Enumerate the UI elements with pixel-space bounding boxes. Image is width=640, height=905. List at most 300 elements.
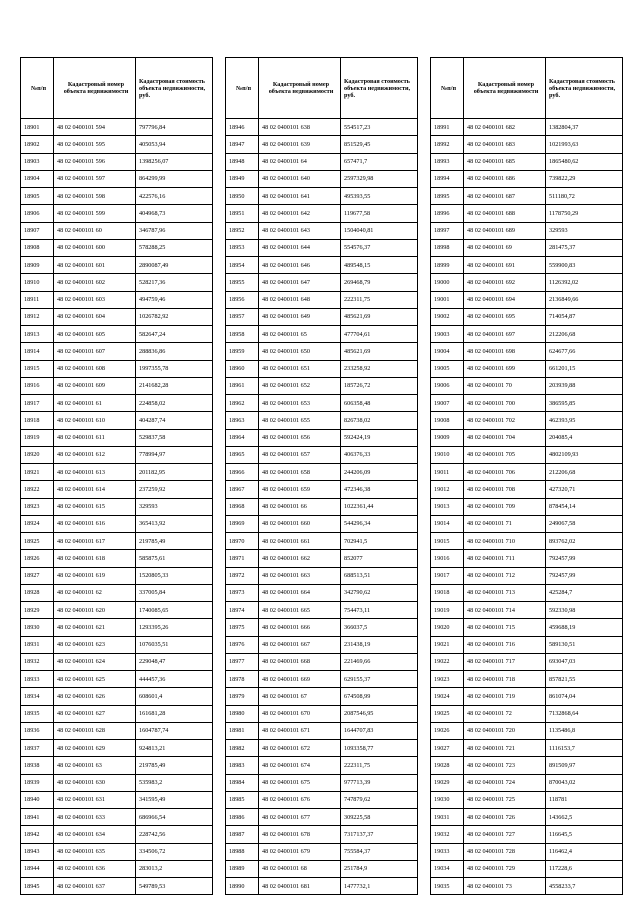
cadastral-number: 48 02 0400101 683 (464, 136, 546, 153)
cadastral-value: 222311,75 (341, 757, 418, 774)
row-number: 18967 (226, 481, 259, 498)
row-number: 19016 (431, 550, 464, 567)
row-number: 18909 (21, 257, 54, 274)
cadastral-value: 116645,5 (546, 826, 623, 843)
cadastral-number: 48 02 0400101 718 (464, 671, 546, 688)
cadastral-value: 201182,95 (136, 464, 213, 481)
cadastral-number: 48 02 0400101 651 (259, 360, 341, 377)
row-number: 19007 (431, 395, 464, 412)
row-number: 18934 (21, 688, 54, 705)
cadastral-value: 337005,84 (136, 584, 213, 601)
row-number: 19019 (431, 602, 464, 619)
table-row (226, 550, 418, 567)
table-row (431, 395, 623, 412)
table-row (431, 446, 623, 463)
cadastral-value: 535983,2 (136, 774, 213, 791)
table-row (226, 170, 418, 187)
table-row (21, 774, 213, 791)
cadastral-number: 48 02 0400101 72 (464, 705, 546, 722)
cadastral-number: 48 02 0400101 64 (259, 153, 341, 170)
cadastral-value: 4802109,93 (546, 446, 623, 463)
cadastral-value: 893762,02 (546, 533, 623, 550)
cadastral-value: 624677,66 (546, 343, 623, 360)
table-row (226, 205, 418, 222)
cadastral-number: 48 02 0400101 667 (259, 636, 341, 653)
table-row (21, 119, 213, 136)
cadastral-value: 495393,55 (341, 188, 418, 205)
cadastral-number: 48 02 0400101 69 (464, 239, 546, 256)
cadastral-value: 661201,15 (546, 360, 623, 377)
row-number: 18945 (21, 878, 54, 895)
row-number: 18984 (226, 774, 259, 791)
cadastral-value: 2136849,66 (546, 291, 623, 308)
row-number: 18902 (21, 136, 54, 153)
table-header-row (226, 58, 418, 119)
table-row (226, 533, 418, 550)
row-number: 18933 (21, 671, 54, 688)
cadastral-number: 48 02 0400101 721 (464, 740, 546, 757)
row-number: 19031 (431, 809, 464, 826)
cadastral-number: 48 02 0400101 717 (464, 653, 546, 670)
cadastral-value: 1520805,33 (136, 567, 213, 584)
cadastral-value: 231438,19 (341, 636, 418, 653)
table-row (226, 153, 418, 170)
row-number: 18908 (21, 239, 54, 256)
cadastral-number: 48 02 0400101 663 (259, 567, 341, 584)
header-num: №п/п (21, 58, 54, 119)
cadastral-value: 1398256,07 (136, 153, 213, 170)
cadastral-value: 1178750,29 (546, 205, 623, 222)
cadastral-value: 485621,69 (341, 308, 418, 325)
cadastral-number: 48 02 0400101 68 (259, 860, 341, 877)
cadastral-value: 366037,5 (341, 619, 418, 636)
table-row (431, 791, 623, 808)
cadastral-number: 48 02 0400101 666 (259, 619, 341, 636)
table-row (21, 326, 213, 343)
row-number: 18919 (21, 429, 54, 446)
table-row (21, 170, 213, 187)
table-row (21, 688, 213, 705)
row-number: 18955 (226, 274, 259, 291)
cadastral-value: 494759,46 (136, 291, 213, 308)
table-row (21, 343, 213, 360)
table-row (431, 843, 623, 860)
table-row (431, 826, 623, 843)
row-number: 18958 (226, 326, 259, 343)
cadastral-number: 48 02 0400101 625 (54, 671, 136, 688)
table-row (21, 567, 213, 584)
row-number: 18977 (226, 653, 259, 670)
cadastral-number: 48 02 0400101 620 (54, 602, 136, 619)
row-number: 18942 (21, 826, 54, 843)
table-row (226, 239, 418, 256)
cadastral-value: 185726,72 (341, 377, 418, 394)
table-row (21, 860, 213, 877)
row-number: 19030 (431, 791, 464, 808)
row-number: 18969 (226, 515, 259, 532)
row-number: 19014 (431, 515, 464, 532)
row-number: 19004 (431, 343, 464, 360)
cadastral-value: 341595,49 (136, 791, 213, 808)
cadastral-value: 1644707,83 (341, 722, 418, 739)
table-row (431, 533, 623, 550)
row-number: 18965 (226, 446, 259, 463)
cadastral-table-3 (430, 57, 623, 895)
cadastral-value: 1504040,81 (341, 222, 418, 239)
cadastral-number: 48 02 0400101 648 (259, 291, 341, 308)
cadastral-value: 870043,02 (546, 774, 623, 791)
cadastral-number: 48 02 0400101 615 (54, 498, 136, 515)
cadastral-number: 48 02 0400101 702 (464, 412, 546, 429)
table-header-row (431, 58, 623, 119)
table-row (431, 636, 623, 653)
cadastral-number: 48 02 0400101 726 (464, 809, 546, 826)
cadastral-value: 229048,47 (136, 653, 213, 670)
cadastral-number: 48 02 0400101 647 (259, 274, 341, 291)
table-row (431, 136, 623, 153)
cadastral-value: 117228,6 (546, 860, 623, 877)
cadastral-value: 1021993,63 (546, 136, 623, 153)
table-row (21, 515, 213, 532)
table-row (21, 239, 213, 256)
cadastral-value: 739822,29 (546, 170, 623, 187)
cadastral-number: 48 02 0400101 688 (464, 205, 546, 222)
cadastral-number: 48 02 0400101 617 (54, 533, 136, 550)
table-row (431, 360, 623, 377)
table-row (431, 550, 623, 567)
table-row (21, 291, 213, 308)
table-row (226, 412, 418, 429)
cadastral-value: 7132868,64 (546, 705, 623, 722)
row-number: 19005 (431, 360, 464, 377)
cadastral-number: 48 02 0400101 674 (259, 757, 341, 774)
table-row (226, 791, 418, 808)
cadastral-number: 48 02 0400101 669 (259, 671, 341, 688)
table-row (431, 222, 623, 239)
cadastral-number: 48 02 0400101 676 (259, 791, 341, 808)
cadastral-number: 48 02 0400101 604 (54, 308, 136, 325)
row-number: 18995 (431, 188, 464, 205)
table-row (226, 515, 418, 532)
cadastral-value: 585875,61 (136, 550, 213, 567)
table-row (21, 136, 213, 153)
cadastral-number: 48 02 0400101 723 (464, 757, 546, 774)
row-number: 19001 (431, 291, 464, 308)
row-number: 18981 (226, 722, 259, 739)
row-number: 18930 (21, 619, 54, 636)
row-number: 18925 (21, 533, 54, 550)
cadastral-value: 714054,87 (546, 308, 623, 325)
cadastral-value: 891509,97 (546, 757, 623, 774)
row-number: 18957 (226, 308, 259, 325)
row-number: 18994 (431, 170, 464, 187)
row-number: 18928 (21, 584, 54, 601)
table-row (21, 153, 213, 170)
row-number: 18915 (21, 360, 54, 377)
cadastral-value: 778994,97 (136, 446, 213, 463)
cadastral-number: 48 02 0400101 713 (464, 584, 546, 601)
header-value: Кадастровая стоимость объекта недвижимости, руб. (546, 58, 623, 119)
cadastral-value: 365413,92 (136, 515, 213, 532)
table-row (226, 653, 418, 670)
row-number: 18974 (226, 602, 259, 619)
cadastral-value: 222311,75 (341, 291, 418, 308)
row-number: 18935 (21, 705, 54, 722)
table-row (431, 326, 623, 343)
table-row (226, 326, 418, 343)
table-row (21, 395, 213, 412)
table-row (21, 412, 213, 429)
cadastral-number: 48 02 0400101 665 (259, 602, 341, 619)
cadastral-value: 1026782,92 (136, 308, 213, 325)
cadastral-value: 582647,24 (136, 326, 213, 343)
cadastral-value: 161681,28 (136, 705, 213, 722)
cadastral-number: 48 02 0400101 613 (54, 464, 136, 481)
cadastral-value: 528217,36 (136, 274, 213, 291)
cadastral-number: 48 02 0400101 619 (54, 567, 136, 584)
table-row (226, 671, 418, 688)
row-number: 18978 (226, 671, 259, 688)
table-row (21, 377, 213, 394)
cadastral-number: 48 02 0400101 61 (54, 395, 136, 412)
table-row (226, 308, 418, 325)
row-number: 18993 (431, 153, 464, 170)
table-row (431, 722, 623, 739)
row-number: 18959 (226, 343, 259, 360)
row-number: 18938 (21, 757, 54, 774)
cadastral-number: 48 02 0400101 670 (259, 705, 341, 722)
cadastral-value: 342790,62 (341, 584, 418, 601)
cadastral-number: 48 02 0400101 626 (54, 688, 136, 705)
table-row (21, 791, 213, 808)
cadastral-number: 48 02 0400101 600 (54, 239, 136, 256)
cadastral-value: 826738,02 (341, 412, 418, 429)
table-row (431, 119, 623, 136)
cadastral-table-1 (20, 57, 213, 895)
table-row (21, 550, 213, 567)
cadastral-value: 549789,53 (136, 878, 213, 895)
cadastral-number: 48 02 0400101 712 (464, 567, 546, 584)
row-number: 18971 (226, 550, 259, 567)
row-number: 18963 (226, 412, 259, 429)
row-number: 18986 (226, 809, 259, 826)
cadastral-value: 422576,16 (136, 188, 213, 205)
row-number: 18966 (226, 464, 259, 481)
cadastral-value: 224858,02 (136, 395, 213, 412)
row-number: 19006 (431, 377, 464, 394)
cadastral-number: 48 02 0400101 621 (54, 619, 136, 636)
cadastral-number: 48 02 0400101 610 (54, 412, 136, 429)
cadastral-number: 48 02 0400101 612 (54, 446, 136, 463)
table-row (431, 584, 623, 601)
cadastral-value: 427320,71 (546, 481, 623, 498)
cadastral-number: 48 02 0400101 716 (464, 636, 546, 653)
table-row (21, 429, 213, 446)
row-number: 18956 (226, 291, 259, 308)
cadastral-number: 48 02 0400101 694 (464, 291, 546, 308)
cadastral-value: 529837,58 (136, 429, 213, 446)
cadastral-value: 329593 (136, 498, 213, 515)
table-row (226, 446, 418, 463)
cadastral-number: 48 02 0400101 641 (259, 188, 341, 205)
row-number: 19020 (431, 619, 464, 636)
table-row (226, 843, 418, 860)
table-row (226, 584, 418, 601)
table-row (21, 878, 213, 895)
row-number: 18941 (21, 809, 54, 826)
cadastral-value: 629155,37 (341, 671, 418, 688)
cadastral-value: 544296,34 (341, 515, 418, 532)
cadastral-value: 702941,5 (341, 533, 418, 550)
row-number: 18964 (226, 429, 259, 446)
cadastral-number: 48 02 0400101 685 (464, 153, 546, 170)
cadastral-number: 48 02 0400101 623 (54, 636, 136, 653)
cadastral-number: 48 02 0400101 598 (54, 188, 136, 205)
cadastral-number: 48 02 0400101 729 (464, 860, 546, 877)
row-number: 18999 (431, 257, 464, 274)
table-row (431, 205, 623, 222)
table-row (226, 119, 418, 136)
cadastral-number: 48 02 0400101 640 (259, 170, 341, 187)
table-row (431, 188, 623, 205)
table-row (226, 757, 418, 774)
cadastral-value: 219785,49 (136, 533, 213, 550)
cadastral-value: 119677,58 (341, 205, 418, 222)
cadastral-number: 48 02 0400101 73 (464, 878, 546, 895)
table-row (226, 274, 418, 291)
table-row (431, 308, 623, 325)
row-number: 18912 (21, 308, 54, 325)
table-row (226, 464, 418, 481)
row-number: 18975 (226, 619, 259, 636)
row-number: 19021 (431, 636, 464, 653)
cadastral-value: 578288,25 (136, 239, 213, 256)
table-row (226, 722, 418, 739)
cadastral-number: 48 02 0400101 602 (54, 274, 136, 291)
table-row (431, 757, 623, 774)
cadastral-value: 864299,99 (136, 170, 213, 187)
cadastral-number: 48 02 0400101 71 (464, 515, 546, 532)
cadastral-number: 48 02 0400101 700 (464, 395, 546, 412)
row-number: 18979 (226, 688, 259, 705)
cadastral-value: 2597329,98 (341, 170, 418, 187)
row-number: 18943 (21, 843, 54, 860)
table-row (431, 774, 623, 791)
row-number: 19033 (431, 843, 464, 860)
cadastral-value: 878454,14 (546, 498, 623, 515)
row-number: 18947 (226, 136, 259, 153)
cadastral-number: 48 02 0400101 695 (464, 308, 546, 325)
cadastral-number: 48 02 0400101 671 (259, 722, 341, 739)
cadastral-value: 281475,37 (546, 239, 623, 256)
cadastral-value: 792457,99 (546, 567, 623, 584)
cadastral-number: 48 02 0400101 704 (464, 429, 546, 446)
cadastral-number: 48 02 0400101 658 (259, 464, 341, 481)
cadastral-number: 48 02 0400101 618 (54, 550, 136, 567)
cadastral-number: 48 02 0400101 698 (464, 343, 546, 360)
table-row (226, 619, 418, 636)
cadastral-number: 48 02 0400101 630 (54, 774, 136, 791)
cadastral-number: 48 02 0400101 706 (464, 464, 546, 481)
cadastral-value: 1022361,44 (341, 498, 418, 515)
row-number: 18901 (21, 119, 54, 136)
table-row (431, 671, 623, 688)
table-row (431, 860, 623, 877)
row-number: 18905 (21, 188, 54, 205)
table-row (226, 567, 418, 584)
cadastral-value: 489548,15 (341, 257, 418, 274)
cadastral-number: 48 02 0400101 714 (464, 602, 546, 619)
cadastral-number: 48 02 0400101 727 (464, 826, 546, 843)
row-number: 18926 (21, 550, 54, 567)
row-number: 18996 (431, 205, 464, 222)
cadastral-value: 1997355,78 (136, 360, 213, 377)
table-row (431, 567, 623, 584)
cadastral-value: 204085,4 (546, 429, 623, 446)
row-number: 18929 (21, 602, 54, 619)
row-number: 19011 (431, 464, 464, 481)
row-number: 18954 (226, 257, 259, 274)
cadastral-value: 288836,86 (136, 343, 213, 360)
row-number: 18952 (226, 222, 259, 239)
table-row (431, 809, 623, 826)
cadastral-value: 559900,83 (546, 257, 623, 274)
table-row (21, 584, 213, 601)
cadastral-number: 48 02 0400101 638 (259, 119, 341, 136)
cadastral-value: 118781 (546, 791, 623, 808)
cadastral-number: 48 02 0400101 659 (259, 481, 341, 498)
cadastral-number: 48 02 0400101 691 (464, 257, 546, 274)
row-number: 18987 (226, 826, 259, 843)
row-number: 18916 (21, 377, 54, 394)
cadastral-number: 48 02 0400101 697 (464, 326, 546, 343)
cadastral-value: 1076035,51 (136, 636, 213, 653)
cadastral-number: 48 02 0400101 653 (259, 395, 341, 412)
row-number: 18998 (431, 239, 464, 256)
row-number: 19027 (431, 740, 464, 757)
cadastral-number: 48 02 0400101 66 (259, 498, 341, 515)
row-number: 18906 (21, 205, 54, 222)
table-row (431, 239, 623, 256)
row-number: 19022 (431, 653, 464, 670)
cadastral-value: 116462,4 (546, 843, 623, 860)
cadastral-value: 334506,72 (136, 843, 213, 860)
table-row (431, 705, 623, 722)
row-number: 18962 (226, 395, 259, 412)
cadastral-number: 48 02 0400101 644 (259, 239, 341, 256)
cadastral-number: 48 02 0400101 725 (464, 791, 546, 808)
cadastral-number: 48 02 0400101 62 (54, 584, 136, 601)
row-number: 18913 (21, 326, 54, 343)
cadastral-number: 48 02 0400101 631 (54, 791, 136, 808)
cadastral-number: 48 02 0400101 705 (464, 446, 546, 463)
cadastral-number: 48 02 0400101 699 (464, 360, 546, 377)
table-row (431, 377, 623, 394)
cadastral-number: 48 02 0400101 636 (54, 860, 136, 877)
cadastral-number: 48 02 0400101 687 (464, 188, 546, 205)
cadastral-value: 688513,51 (341, 567, 418, 584)
cadastral-number: 48 02 0400101 597 (54, 170, 136, 187)
row-number: 18990 (226, 878, 259, 895)
cadastral-number: 48 02 0400101 67 (259, 688, 341, 705)
table-row (21, 481, 213, 498)
table-row (226, 377, 418, 394)
cadastral-value: 425284,7 (546, 584, 623, 601)
cadastral-value: 686966,54 (136, 809, 213, 826)
row-number: 19015 (431, 533, 464, 550)
row-number: 18973 (226, 584, 259, 601)
row-number: 18948 (226, 153, 259, 170)
